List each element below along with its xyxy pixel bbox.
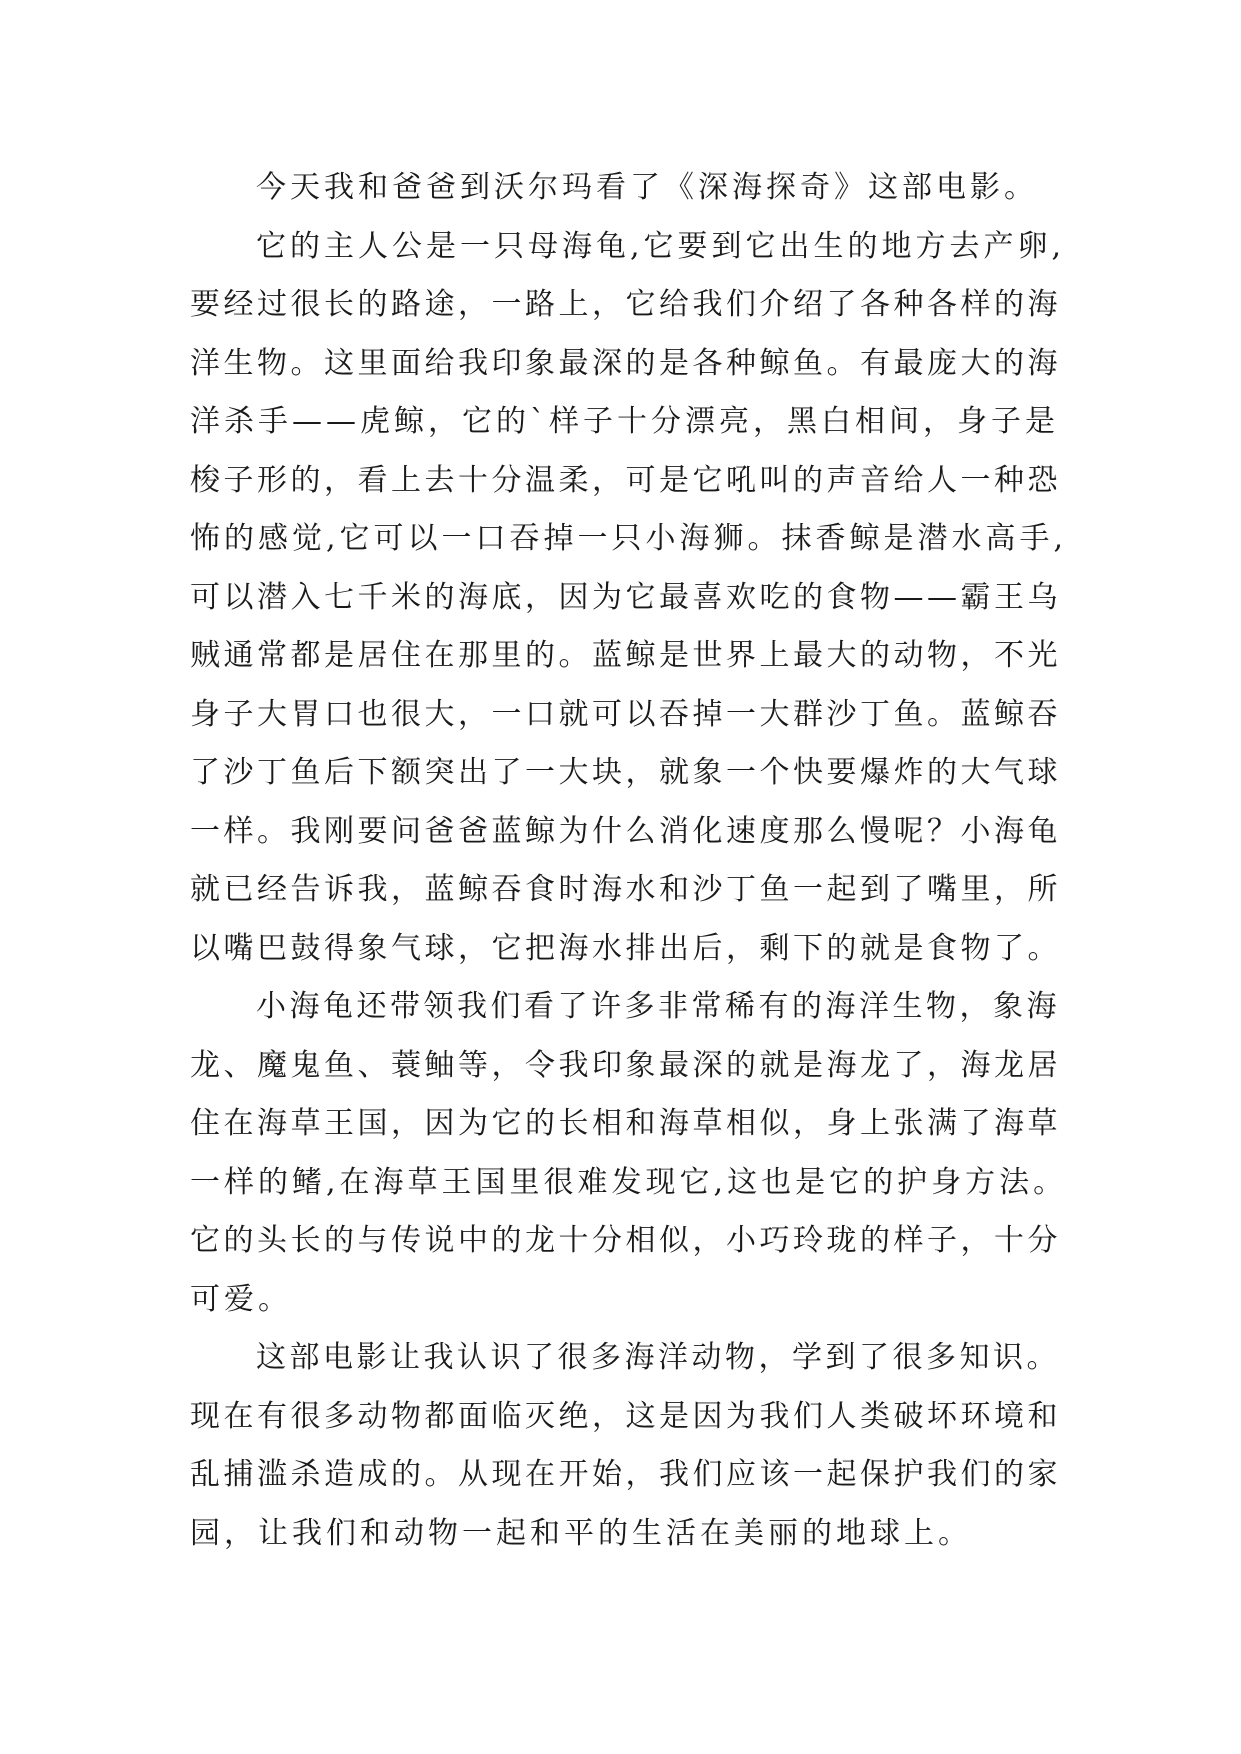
text-line: 现在有很多动物都面临灭绝，这是因为我们人类破坏环境和 (190, 1398, 1061, 1434)
text-line: 今天我和爸爸到沃尔玛看了《深海探奇》这部电影。 (256, 170, 1038, 205)
text-line: 就已经告诉我，蓝鲸吞食时海水和沙丁鱼一起到了嘴里，所 (190, 872, 1061, 907)
text-line: 它的头长的与传说中的龙十分相似，小巧玲珑的样子，十分 (190, 1223, 1061, 1258)
text-line: 可爱。 (190, 1281, 292, 1317)
text-line: 以嘴巴鼓得象气球，它把海水排出后，剩下的就是食物了。 (190, 930, 1061, 966)
text-line: 园，让我们和动物一起和平的生活在美丽的地球上。 (190, 1515, 972, 1551)
text-line: 洋杀手——虎鲸，它的`样子十分漂亮，黑白相间，身子是 (190, 404, 1059, 439)
text-line: 一样。我刚要问爸爸蓝鲸为什么消化速度那么慢呢？小海龟 (190, 813, 1061, 849)
text-line: 可以潜入七千米的海底，因为它最喜欢吃的食物——霸王乌 (190, 579, 1061, 615)
text-line: 龙、魔鬼鱼、蓑鲉等，令我印象最深的就是海龙了，海龙居 (190, 1047, 1061, 1083)
text-line: 身子大胃口也很大，一口就可以吞掉一大群沙丁鱼。蓝鲸吞 (190, 696, 1061, 732)
text-line: 怖的感觉,它可以一口吞掉一只小海狮。抹香鲸是潜水高手, (190, 521, 1068, 556)
text-line: 小海龟还带领我们看了许多非常稀有的海洋生物，象海 (256, 989, 1060, 1024)
text-line: 梭子形的，看上去十分温柔，可是它吼叫的声音给人一种恐 (190, 462, 1061, 498)
text-line: 贼通常都是居住在那里的。蓝鲸是世界上最大的动物，不光 (190, 638, 1061, 673)
essay-body (190, 159, 1070, 1563)
text-line: 一样的鳍,在海草王国里很难发现它,这也是它的护身方法。 (190, 1164, 1068, 1200)
text-line: 它的主人公是一只母海龟,它要到它出生的地方去产卵, (256, 228, 1066, 264)
text-line: 住在海草王国，因为它的长相和海草相似，身上张满了海草 (190, 1106, 1061, 1141)
text-line: 洋生物。这里面给我印象最深的是各种鲸鱼。有最庞大的海 (190, 345, 1061, 381)
text-line: 了沙丁鱼后下额突出了一大块，就象一个快要爆炸的大气球 (190, 755, 1061, 790)
text-line: 这部电影让我认识了很多海洋动物，学到了很多知识。 (256, 1340, 1060, 1375)
text-line: 乱捕滥杀造成的。从现在开始，我们应该一起保护我们的家 (190, 1457, 1061, 1492)
text-line: 要经过很长的路途，一路上，它给我们介绍了各种各样的海 (190, 287, 1061, 322)
